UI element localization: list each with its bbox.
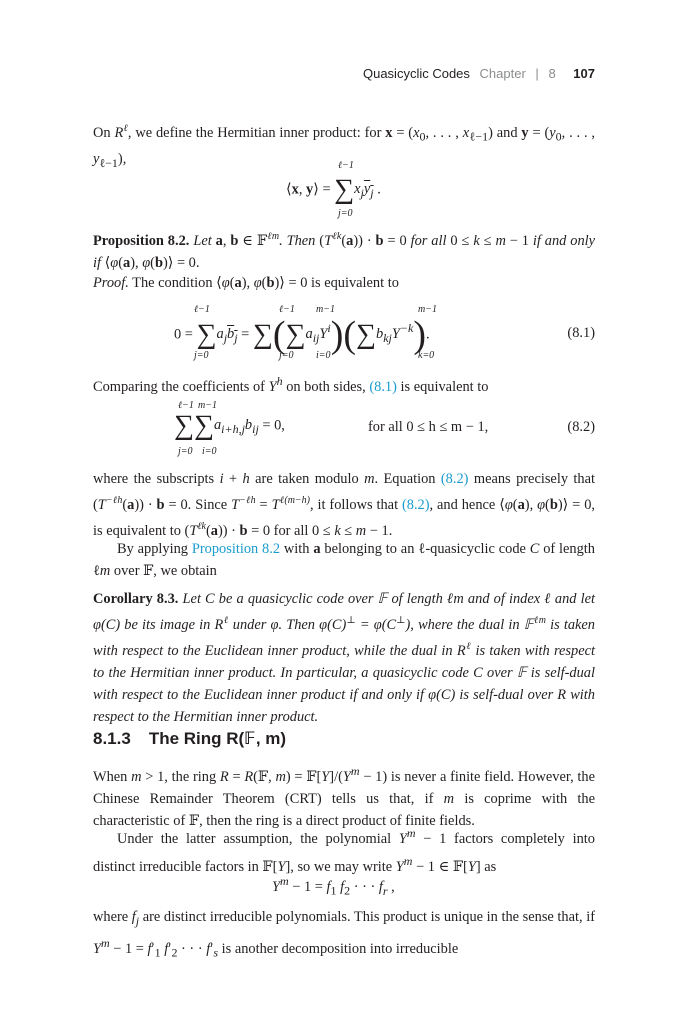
section-heading (93, 728, 286, 749)
inner-product-equation: ℓ−1 ⟨x, y⟩ = $\sum x_jy_j$ . j=0 (286, 160, 381, 219)
factor-equation: $Y^m - 1 = f_1$ $f_2$ · · · $f_r$ , (272, 874, 395, 898)
final-paragraph: where $f_j$ are distinct irreducible polynomials. This product is unique in the sense that, if $Y^m - 1 = f'_1$ $f'_2$ · · · $f'_s$ is another decomposition into irreducible (93, 909, 595, 960)
equation-8-1: ℓ−1 ℓ−1 m−1 m−1 $0 = \sum a_jb_j = \sum(\sum a_{ij}Y^i)(\sum b_{kj}Y^{-k})$. j=0 j=0 i=0 k=0 (174, 304, 437, 361)
corollary-8-3: Corollary 8.3. Let C be a quasicyclic code over 𝔽 of length ℓm and of index ℓ and let φ(C) be its image in $R^\ell$ under φ. Then φ(C)⊥ = φ(C⊥), where the dual in 𝔽$^{\ell m}$ is taken with respect to the Euclidean inner product, while the dual in $R^\ell$ is taken with respect to the Hermitian inner product. In particular, a quasicyclic code C over 𝔽 is self-dual with respect to the Euclidean inner product if and only if φ(C) is self-dual over R with respect to the Hermitian inner product. (93, 591, 596, 725)
proposition-8-2: Proposition 8.2. Let a, b ∈ 𝔽$^{\ell m}$. Then $(T^{\ell k}(a)) \cdot b = 0$ for all 0 ≤ k ≤ m − 1 if and only if ⟨φ(a), φ(b)⟩ = 0. (93, 231, 596, 271)
section-number: 8.1.3 (93, 729, 131, 748)
ring-paragraph: When m > 1, the ring R = R(𝔽, $m) = 𝔽[Y]/(Y^m - 1)$ is never a finite field. However, the Chinese Remainder Theorem (CRT) tells us that, if m is coprime with the characteristic of 𝔽, then the ring is a direct product of finite fields. (93, 764, 595, 829)
equation-number-8-2: (8.2) (567, 419, 595, 435)
running-header (363, 66, 595, 82)
apply-paragraph: By applying Proposition 8.2 with a belonging to an ℓ-quasicyclic code C of length ℓm over 𝔽, we obtain (93, 541, 596, 579)
equation-number-8-1: (8.1) (567, 325, 595, 341)
section-title: The Ring R(𝔽, m) (148, 729, 287, 748)
equation-8-2-condition: for all 0 ≤ h ≤ m − 1, (368, 419, 489, 435)
header-separator: | (535, 66, 539, 81)
comparing-paragraph: Comparing the coefficients of $Y^h$ on both sides, (8.1) is equivalent to (93, 374, 489, 395)
header-chapter-number: 8 (548, 66, 556, 81)
proof-line: Proof. The condition ⟨φ(a), φ(b)⟩ = 0 is equivalent to (93, 275, 399, 291)
equation-8-2: ℓ−1 m−1 $\sum\sum a_{i+h,j}b_{ij} = 0$, j=0 i=0 (174, 400, 285, 457)
header-title: Quasicyclic Codes (362, 66, 470, 81)
page-number: 107 (573, 66, 595, 81)
header-chapter: Chapter (479, 66, 526, 81)
where-paragraph: where the subscripts i + h are taken modulo m. Equation (8.2) means precisely that $(T^{-\ell h}(a)) \cdot b = 0$. Since $T^{-\ell h} = T^{\ell(m-h)}$, it follows that (8.2), and hence ⟨φ(a), φ(b)⟩ = 0, is equivalent to $(T^{\ell k}(a)) \cdot b = 0$ for all 0 ≤ k ≤ m − 1. (93, 471, 596, 539)
intro-paragraph: On $R^\ell$, we define the Hermitian inner product: for $x = (x_0$, . . . , $x_{\ell-1}$) and $y = (y_0$, . . . , $y_{\ell-1}$), (93, 123, 596, 170)
under-paragraph: Under the latter assumption, the polynomial $Y^m - 1$ factors completely into distinct irreducible factors in 𝔽[Y], so we may write $Y^m - 1$ ∈ 𝔽[Y] as (93, 826, 595, 875)
